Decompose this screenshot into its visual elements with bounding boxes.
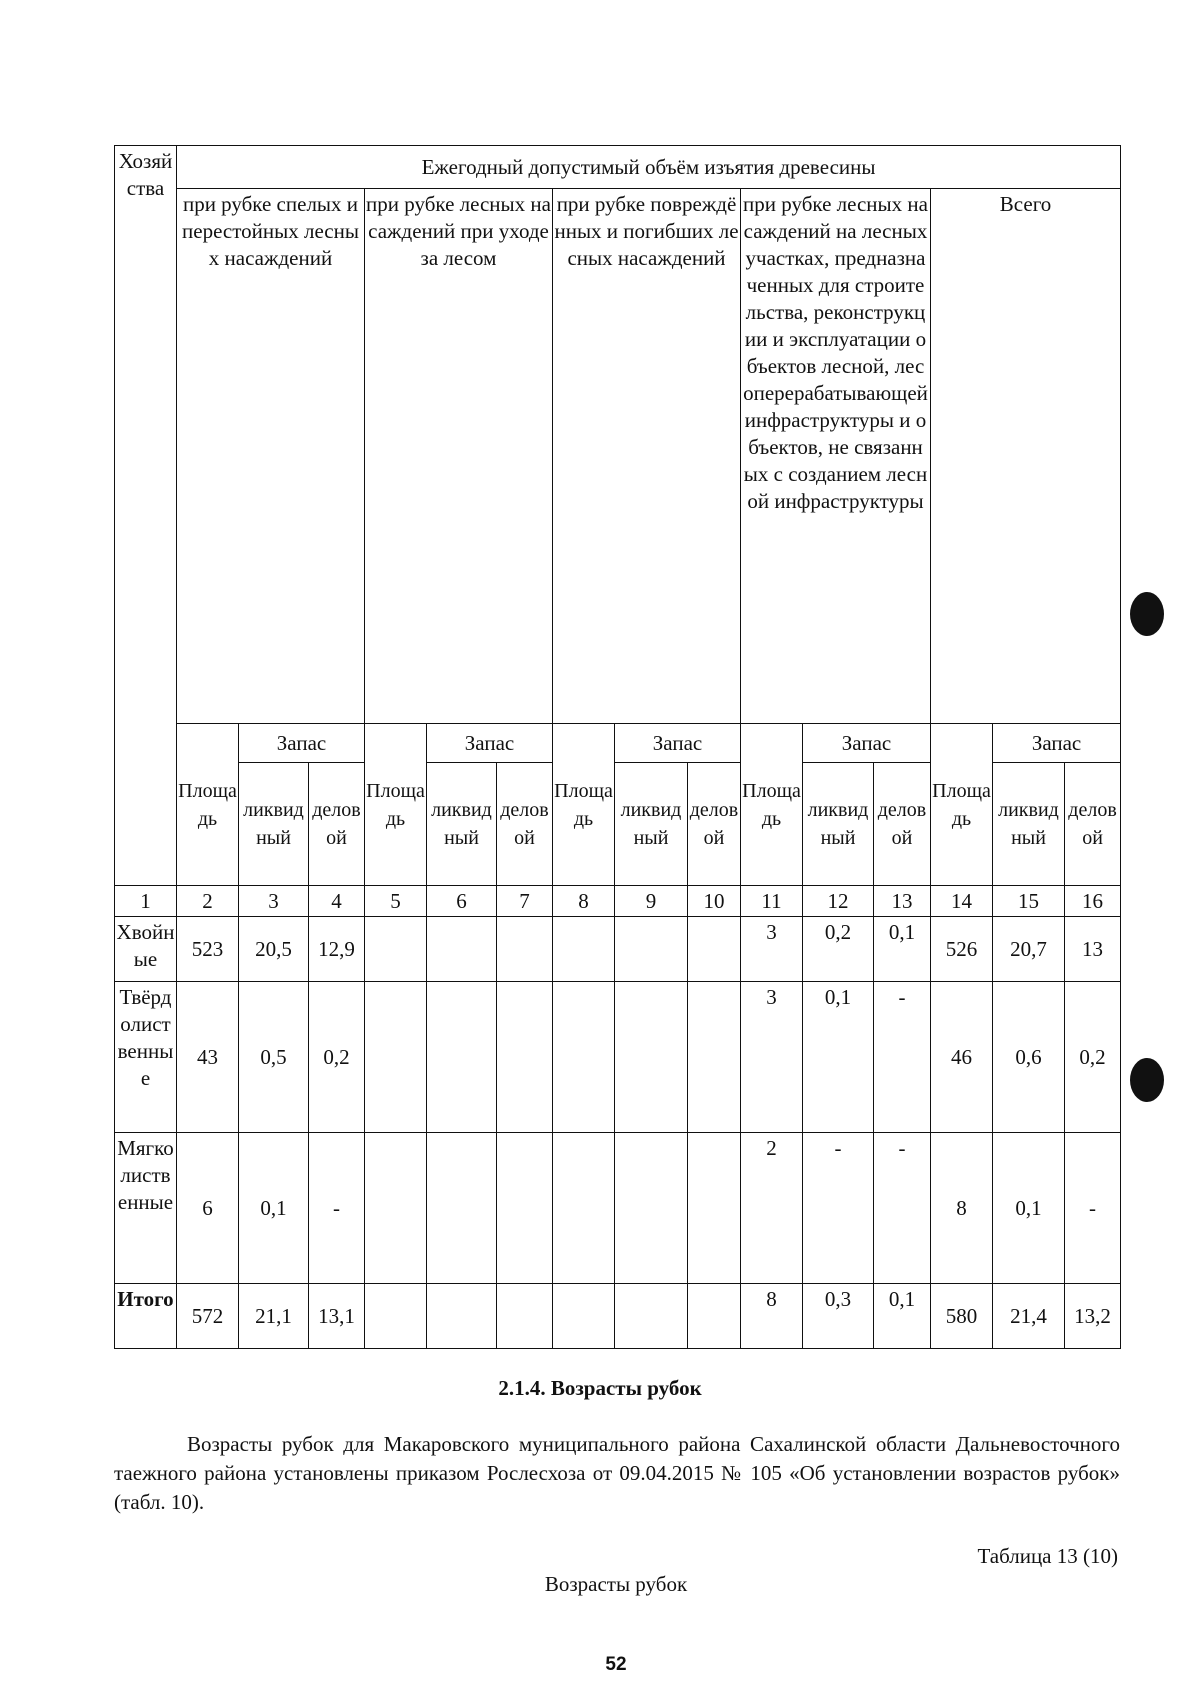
stock-header: Запас — [615, 724, 741, 763]
table-row — [115, 1133, 1121, 1284]
group-header-thinning: при рубке лесных насаждений при уходе за лесом — [365, 189, 553, 724]
area-header: Площадь — [365, 724, 427, 886]
cell-liquid: 20,5 — [239, 917, 309, 982]
cell-total-area: 580 — [931, 1284, 993, 1349]
col-number: 15 — [993, 886, 1065, 917]
group-header-construction: при рубке лесных насаждений на лесных участках, предназначенных для строительства, реконструкции и эксплуатации объектов лесной, лесоперерабатывающей инфраструктуры и объектов, не связанных с созданием лесной инфраструктуры — [741, 189, 931, 724]
cell-total-liquid: 0,1 — [993, 1133, 1065, 1284]
area-header: Площадь — [741, 724, 803, 886]
cell-empty — [688, 1133, 741, 1284]
col-number: 11 — [741, 886, 803, 917]
cell-total-area: 526 — [931, 917, 993, 982]
cell-empty — [497, 917, 553, 982]
area-header: Площадь — [553, 724, 615, 886]
col-number: 16 — [1065, 886, 1121, 917]
cell-area: 3 — [741, 917, 803, 982]
row-label-total: Итого — [115, 1284, 177, 1349]
area-header: Площадь — [177, 724, 239, 886]
group-header-total: Всего — [931, 189, 1121, 724]
col-number: 13 — [874, 886, 931, 917]
cell-total-business: 13,2 — [1065, 1284, 1121, 1349]
col-number: 10 — [688, 886, 741, 917]
cell-empty — [427, 917, 497, 982]
col-number: 3 — [239, 886, 309, 917]
liquid-header: ликвидный — [993, 763, 1065, 886]
main-title-header: Ежегодный допустимый объём изъятия древесины — [177, 146, 1121, 189]
cell-empty — [553, 1133, 615, 1284]
cell-empty — [427, 1284, 497, 1349]
stock-header: Запас — [427, 724, 553, 763]
cell-liquid: 0,1 — [803, 982, 874, 1133]
row-label: Мягколиственные — [115, 1133, 177, 1284]
stock-header: Запас — [803, 724, 931, 763]
cell-empty — [365, 1284, 427, 1349]
liquid-header: ликвидный — [427, 763, 497, 886]
cell-business: - — [874, 982, 931, 1133]
table-caption: Таблица 13 (10) — [977, 1544, 1118, 1568]
business-header: деловой — [309, 763, 365, 886]
liquid-header: ликвидный — [803, 763, 874, 886]
area-header: Площадь — [931, 724, 993, 886]
group-header-damaged: при рубке повреждённых и погибших лесных насаждений — [553, 189, 741, 724]
business-header: деловой — [874, 763, 931, 886]
row-label: Твёрдолиственные — [115, 982, 177, 1133]
forest-harvest-table-container — [114, 145, 1120, 1349]
cell-business: 0,1 — [874, 917, 931, 982]
table-row — [115, 982, 1121, 1133]
col-number: 1 — [115, 886, 177, 917]
business-header: деловой — [497, 763, 553, 886]
table-row — [115, 917, 1121, 982]
cell-business: - — [309, 1133, 365, 1284]
cell-empty — [427, 1133, 497, 1284]
cell-liquid: 0,5 — [239, 982, 309, 1133]
col-number: 6 — [427, 886, 497, 917]
cell-business: 13,1 — [309, 1284, 365, 1349]
col-number: 4 — [309, 886, 365, 917]
cell-total-liquid: 21,4 — [993, 1284, 1065, 1349]
cell-area: 2 — [741, 1133, 803, 1284]
cell-empty — [365, 1133, 427, 1284]
cell-empty — [553, 982, 615, 1133]
cell-total-business: 0,2 — [1065, 982, 1121, 1133]
binder-hole-mark — [1130, 592, 1164, 636]
cell-total-liquid: 0,6 — [993, 982, 1065, 1133]
cell-business: 0,1 — [874, 1284, 931, 1349]
business-header: деловой — [688, 763, 741, 886]
cell-empty — [427, 982, 497, 1133]
cell-empty — [553, 917, 615, 982]
cell-empty — [365, 917, 427, 982]
table-row-total — [115, 1284, 1121, 1349]
page-number: 52 — [605, 1654, 627, 1675]
cell-empty — [497, 1284, 553, 1349]
cell-total-area: 8 — [931, 1133, 993, 1284]
cell-empty — [615, 982, 688, 1133]
cell-empty — [497, 982, 553, 1133]
col-number: 2 — [177, 886, 239, 917]
row-label: Хвойные — [115, 917, 177, 982]
cell-empty — [688, 1284, 741, 1349]
stock-header: Запас — [993, 724, 1121, 763]
cell-empty — [365, 982, 427, 1133]
cell-area: 3 — [741, 982, 803, 1133]
stock-header: Запас — [239, 724, 365, 763]
cell-empty — [553, 1284, 615, 1349]
cell-area: 43 — [177, 982, 239, 1133]
col-number: 7 — [497, 886, 553, 917]
liquid-header: ликвидный — [239, 763, 309, 886]
cell-area: 523 — [177, 917, 239, 982]
cell-liquid: 0,3 — [803, 1284, 874, 1349]
cell-business: - — [874, 1133, 931, 1284]
cell-empty — [688, 982, 741, 1133]
cell-empty — [688, 917, 741, 982]
cell-liquid: 0,1 — [239, 1133, 309, 1284]
cell-liquid: 21,1 — [239, 1284, 309, 1349]
cell-total-business: 13 — [1065, 917, 1121, 982]
cell-area: 8 — [741, 1284, 803, 1349]
cell-liquid: - — [803, 1133, 874, 1284]
cell-empty — [615, 917, 688, 982]
cell-total-area: 46 — [931, 982, 993, 1133]
liquid-header: ликвидный — [615, 763, 688, 886]
col-number: 8 — [553, 886, 615, 917]
farm-column-header: Хозяйства — [115, 146, 177, 886]
cell-area: 6 — [177, 1133, 239, 1284]
col-number: 9 — [615, 886, 688, 917]
cell-liquid: 0,2 — [803, 917, 874, 982]
business-header: деловой — [1065, 763, 1121, 886]
forest-harvest-table — [114, 145, 1121, 1349]
col-number: 14 — [931, 886, 993, 917]
cell-empty — [497, 1133, 553, 1284]
cell-business: 12,9 — [309, 917, 365, 982]
cell-total-business: - — [1065, 1133, 1121, 1284]
cell-business: 0,2 — [309, 982, 365, 1133]
cell-empty — [615, 1133, 688, 1284]
body-paragraph: Возрасты рубок для Макаровского муниципального района Сахалинской области Дальневосточного таежного района установлены приказом Рослесхоза от 09.04.2015 № 105 «Об установлении возрастов рубок» (табл. 10). — [114, 1432, 1120, 1514]
section-heading: 2.1.4. Возрасты рубок — [498, 1376, 702, 1400]
col-number: 5 — [365, 886, 427, 917]
group-header-mature: при рубке спелых и перестойных лесных насаждений — [177, 189, 365, 724]
col-number: 12 — [803, 886, 874, 917]
table-subtitle: Возрасты рубок — [544, 1572, 688, 1596]
binder-hole-mark — [1130, 1058, 1164, 1102]
cell-area: 572 — [177, 1284, 239, 1349]
cell-empty — [615, 1284, 688, 1349]
cell-total-liquid: 20,7 — [993, 917, 1065, 982]
